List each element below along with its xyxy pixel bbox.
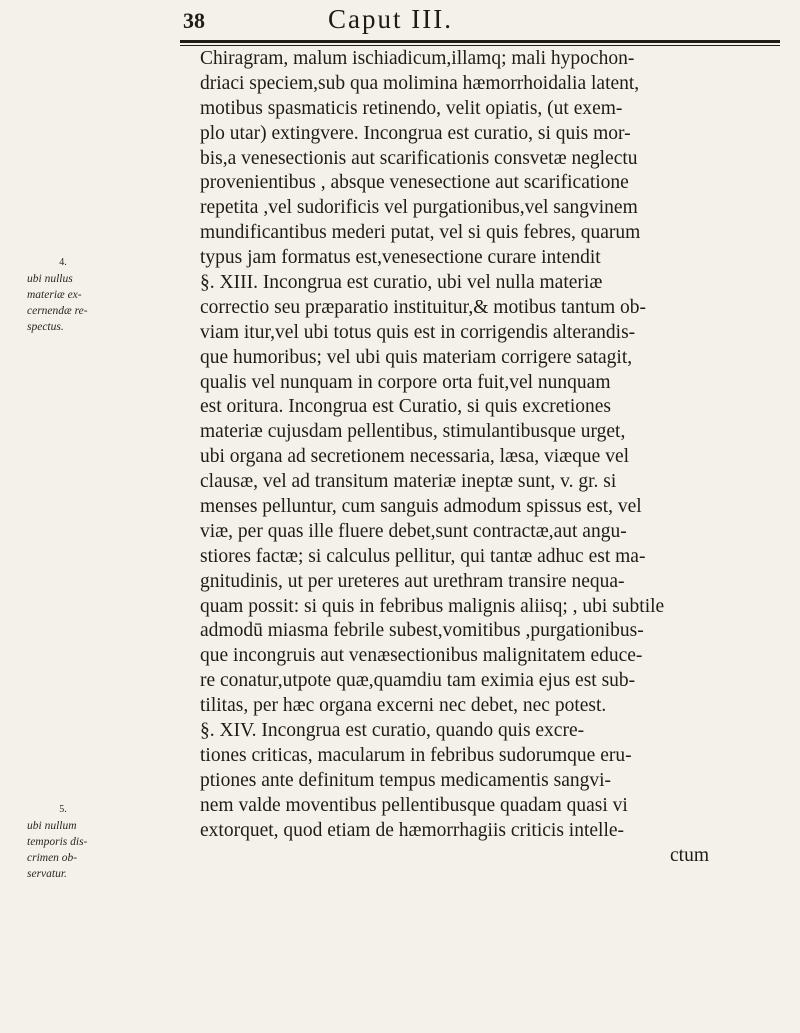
margin-note-number: 4. — [59, 257, 67, 268]
text-line: ptiones ante definitum tempus medicamentis sangvi- — [200, 769, 612, 791]
header-rule-thin — [180, 45, 780, 46]
body-text — [200, 47, 800, 868]
text-line: nem valde moventibus pellentibusque quadam quasi vi — [200, 794, 628, 816]
text-line: correctio seu præparatio instituitur,& motibus tantum ob- — [200, 296, 647, 318]
margin-note-line: temporis dis- — [27, 836, 88, 848]
text-line: bis,a venesectionis aut scarificationis consvetæ neglectu — [200, 147, 638, 169]
text-line: tiones criticas, macularum in febribus sudorumque eru- — [200, 744, 632, 766]
text-line: que humoribus; vel ubi quis materiam corrigere satagit, — [200, 346, 633, 368]
margin-note-line: ubi nullus — [27, 273, 73, 285]
margin-note-line: ubi nullum — [27, 820, 77, 832]
margin-note — [27, 802, 99, 882]
text-line: viæ, per quas ille fluere debet,sunt contractæ,aut angu- — [200, 520, 627, 542]
text-line: quam possit: si quis in febribus malignis aliisq; , ubi subtile — [200, 595, 665, 617]
margin-note — [27, 255, 99, 335]
text-line: menses pelluntur, cum sanguis admodum spissus est, vel — [200, 496, 642, 518]
text-line: driaci speciem,sub qua molimina hæmorrhoidalia latent, — [200, 72, 640, 94]
margin-note-line: materiæ ex- — [27, 289, 82, 301]
text-line: §. XIV. Incongrua est curatio, quando quis excre- — [200, 720, 585, 742]
text-line: qualis vel nunquam in corpore orta fuit,vel nunquam — [200, 371, 611, 393]
margin-note-line: cernendæ re- — [27, 305, 88, 317]
text-line: extorquet, quod etiam de hæmorrhagiis criticis intelle- — [200, 819, 625, 841]
text-line: tilitas, per hæc organa excerni nec debet, nec potest. — [200, 695, 607, 717]
text-line: gnitudinis, ut per ureteres aut urethram transire nequa- — [200, 570, 625, 592]
text-line: mundificantibus mederi putat, vel si quis febres, quarum — [200, 222, 641, 244]
text-line: typus jam formatus est,venesectione curare intendit — [200, 247, 601, 269]
text-line: repetita ,vel sudorificis vel purgationibus,vel sangvinem — [200, 197, 638, 219]
text-line: plo utar) extingvere. Incongrua est curatio, si quis mor- — [200, 122, 631, 144]
text-line: admodū miasma febrile subest,vomitibus ,purgationibus- — [200, 620, 644, 642]
text-line: viam itur,vel ubi totus quis est in corrigendis alterandis- — [200, 321, 636, 343]
text-line: §. XIII. Incongrua est curatio, ubi vel nulla materiæ — [200, 272, 603, 294]
page-number: 38 — [183, 8, 205, 33]
margin-note-number: 5. — [59, 804, 67, 815]
text-line: stiores factæ; si calculus pellitur, qui tantæ adhuc est ma- — [200, 545, 646, 567]
text-line: Chiragram, malum ischiadicum,illamq; mali hypochon- — [200, 48, 635, 69]
margin-note-line: spectus. — [27, 321, 64, 333]
margin-note-line: crimen ob- — [27, 852, 78, 864]
text-line: ubi organa ad secretionem necessaria, læsa, viæque vel — [200, 446, 630, 468]
text-line: provenientibus , absque venesectione aut scarificatione — [200, 172, 629, 194]
running-head: Caput III. — [328, 4, 453, 34]
text-line: ctum — [670, 844, 709, 866]
margin-note-line: servatur. — [27, 868, 67, 880]
text-line: clausæ, vel ad transitum materiæ ineptæ sunt, v. gr. si — [200, 471, 617, 493]
text-line: motibus spasmaticis retinendo, velit opiatis, (ut exem- — [200, 97, 623, 119]
header-rule — [180, 40, 780, 43]
text-line: est oritura. Incongrua est Curatio, si quis excretiones — [200, 396, 612, 418]
text-line: que incongruis aut venæsectionibus malignitatem educe- — [200, 645, 643, 667]
text-line: materiæ cujusdam pellentibus, stimulantibusque urget, — [200, 421, 626, 443]
text-line: re conatur,utpote quæ,quamdiu tam eximia ejus est sub- — [200, 670, 636, 692]
